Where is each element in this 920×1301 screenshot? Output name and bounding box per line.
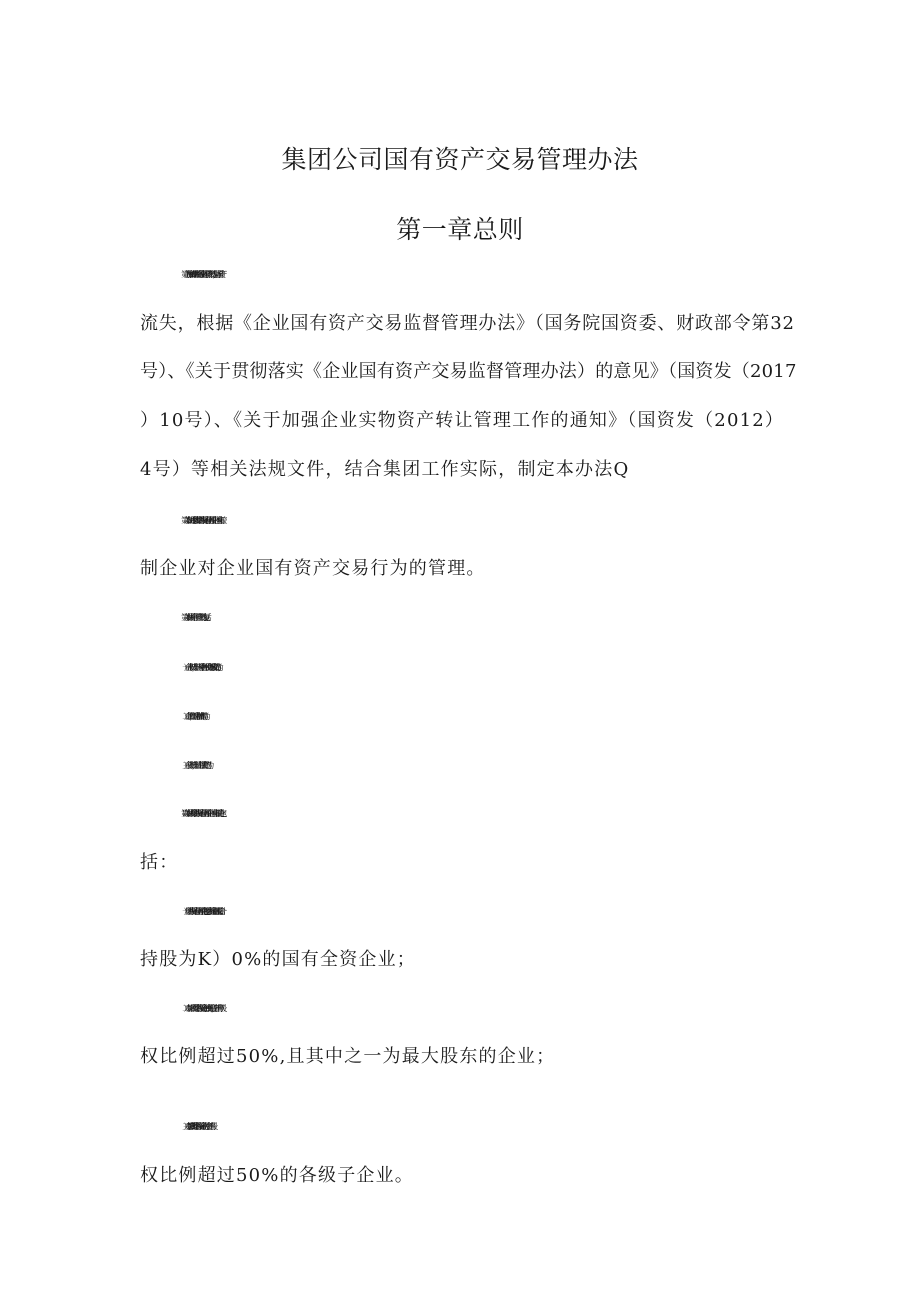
article-4-line-1: 第四条本办法所称集团各级所属国有及国有控股企业、国有实际控制企业包	[181, 809, 221, 818]
article-4-item-3-line-1: （三）本条第（一）、（二）款所列集团各级所属企业对外出资、拥有股	[181, 1122, 212, 1131]
article-1-line-4: ）10号）、《关于加强企业实物资产转让管理工作的通知》（国资发（2012）	[140, 410, 785, 431]
article-4-item-3-line-2: 权比例超过50%的各级子企业。	[140, 1165, 415, 1186]
article-4-line-2: 括：	[140, 852, 179, 873]
article-3-item-3: （三）企业资产转让，即转让企业重大资产的行为。	[181, 761, 209, 770]
article-1-line-5: 4号）等相关法规文件，结合集团工作实际，制定本办法Q	[140, 459, 630, 480]
chapter-title: 第一章总则	[396, 215, 524, 244]
article-2-line-2: 制企业对企业国有资产交易行为的管理。	[140, 558, 486, 579]
article-3-line-1: 第三条本办法所称企业国有资产交易行为包括：	[181, 613, 207, 622]
article-1-line-3: 号）、《关于贯彻落实《企业国有资产交易监督管理办法）的意见》（国资发（2017	[140, 361, 797, 382]
article-3-item-1: （一）企业产权转让，即转让对企业各种形式出资所形成权益的行为；	[181, 663, 219, 672]
article-4-item-1-line-1: （一）集团各级所属国有及国有控股企业包括集团所属企业直接或间接合计	[181, 907, 221, 916]
article-2-line-1: 第二条本办法适用于集团和集团各级所属国有及国有控股企业、国有实际控	[181, 516, 221, 525]
document-title: 集团公司国有资产交易管理办法	[281, 145, 639, 174]
article-4-item-1-line-2: 持股为K）0%的国有全资企业；	[140, 949, 417, 970]
article-1-line-2: 流失，根据《企业国有资产交易监督管理办法》（国务院国资委、财政部令第32	[140, 313, 795, 334]
article-4-item-2-line-2: 权比例超过50%,且其中之一为最大股东的企业；	[140, 1046, 556, 1067]
article-4-item-2-line-1: （二）本条第一款所列集团各级所属企业单独或共同出资，合计拥有产（股）	[181, 1004, 222, 1013]
article-1-line-1: 第一条为加强和规范集团所属各级企业的国有资产交易行为，防止国有资产	[181, 270, 221, 279]
article-3-item-2: （二）企业增资，即对企业增加资本的行为；	[181, 712, 205, 721]
